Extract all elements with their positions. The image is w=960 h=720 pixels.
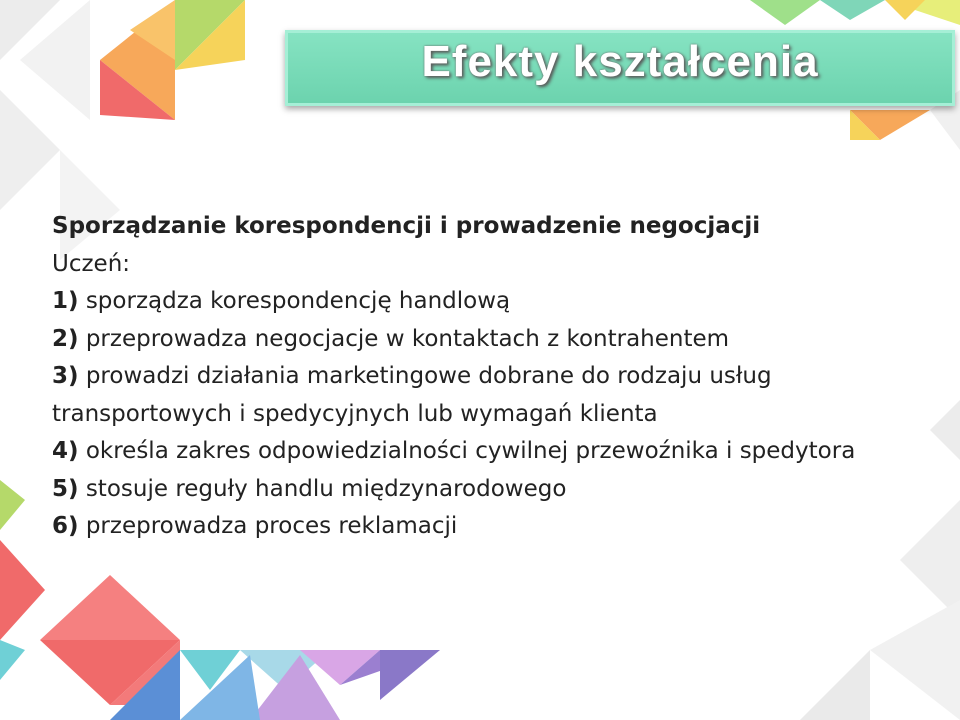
item-text: prowadzi działania marketingowe dobrane do rodzaju usług transportowych i spedycyjnych lub wymagań klienta (52, 363, 772, 427)
decor-shape (40, 575, 180, 640)
item-text: sporządza korespondencję handlową (85, 288, 511, 314)
decor-shape (800, 650, 870, 720)
item-text: przeprowadza negocjacje w kontaktach z kontrahentem (85, 325, 730, 352)
decor-shape (0, 480, 25, 530)
decor-shape (0, 640, 25, 680)
item-text: przeprowadza proces reklamacji (85, 513, 458, 539)
decor-shape (930, 400, 960, 460)
item-number: 2) (52, 325, 79, 352)
item-number: 4) (52, 438, 79, 464)
list-item (52, 471, 892, 509)
list-item (52, 283, 892, 321)
item-number: 6) (52, 513, 79, 539)
item-number: 1) (52, 288, 79, 314)
decor-shape (0, 90, 60, 210)
list-item (52, 508, 892, 546)
slide-title: Efekty kształcenia (421, 37, 819, 86)
list-item (52, 358, 892, 433)
decor-shape (900, 500, 960, 620)
decor-shape (820, 0, 885, 20)
item-number: 3) (52, 363, 79, 389)
list-item (52, 321, 892, 359)
item-text: określa zakres odpowiedzialności cywilnej przewoźnika i spedytora (85, 438, 856, 464)
item-text: stosuje reguły handlu międzynarodowego (85, 475, 567, 502)
title-banner (285, 30, 955, 106)
list-item (52, 433, 892, 471)
decor-shape (0, 540, 45, 640)
item-number: 5) (52, 475, 79, 502)
intro-text: Uczeń: (52, 250, 131, 277)
decor-shape (870, 600, 960, 720)
decor-shape (380, 650, 440, 700)
decor-shape (750, 0, 820, 25)
content-block (52, 208, 892, 546)
section-heading: Sporządzanie korespondencji i prowadzenie negocjacji (52, 213, 761, 239)
